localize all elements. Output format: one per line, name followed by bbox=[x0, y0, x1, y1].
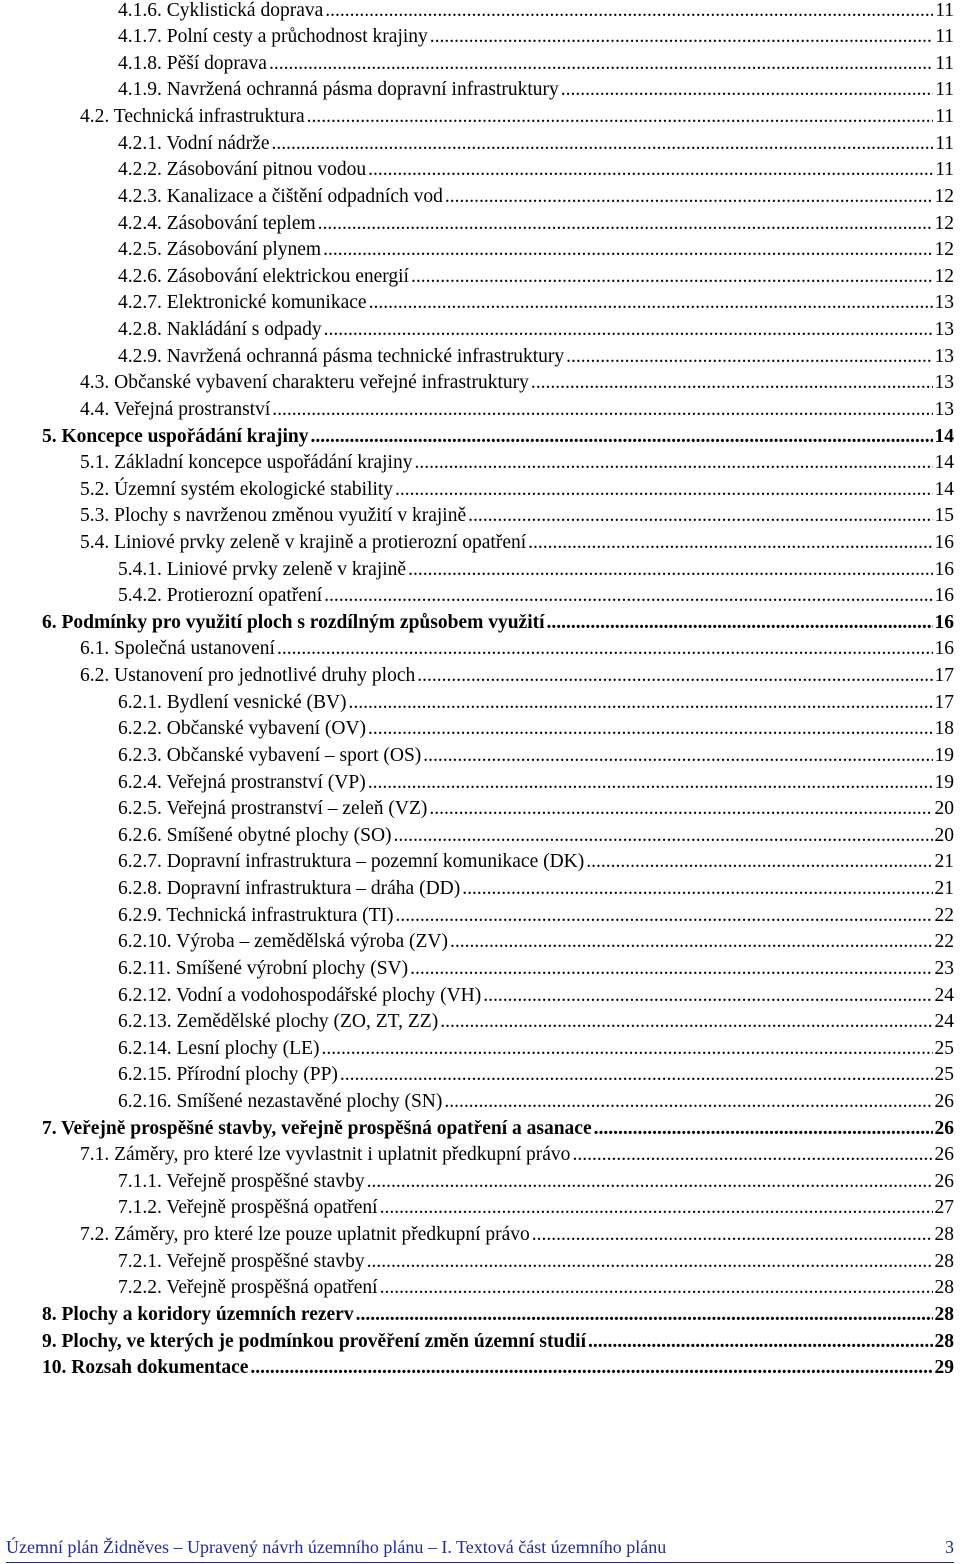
toc-entry-page: 28 bbox=[934, 1303, 954, 1325]
toc-entry[interactable] bbox=[0, 927, 954, 954]
footer-rule bbox=[6, 1562, 954, 1563]
toc-leader-dots bbox=[394, 824, 933, 847]
toc-entry-page: 20 bbox=[934, 824, 954, 846]
toc-entry-title: 4.2.1. Vodní nádrže bbox=[118, 132, 270, 154]
toc-entry[interactable] bbox=[0, 1220, 954, 1247]
toc-entry-page: 16 bbox=[934, 585, 954, 607]
toc-leader-dots bbox=[271, 132, 933, 155]
toc-entry[interactable] bbox=[0, 740, 954, 767]
toc-entry-page: 13 bbox=[934, 292, 954, 314]
toc-leader-dots bbox=[325, 0, 933, 22]
toc-entry-title: 4.4. Veřejná prostranství bbox=[80, 398, 271, 420]
toc-entry-title: 4.1.6. Cyklistická doprava bbox=[118, 0, 324, 21]
toc-entry-title: 7.2. Záměry, pro které lze pouze uplatnit předkupní právo bbox=[80, 1224, 530, 1246]
toc-entry-title: 7. Veřejně prospěšné stavby, veřejně prospěšná opatření a asanace bbox=[42, 1117, 592, 1139]
toc-leader-dots bbox=[588, 1330, 932, 1353]
toc-entry[interactable] bbox=[0, 714, 954, 741]
toc-leader-dots bbox=[462, 877, 932, 900]
toc-leader-dots bbox=[349, 691, 933, 714]
toc-entry-page: 12 bbox=[934, 185, 954, 207]
toc-entry-title: 4.2.3. Kanalizace a čištění odpadních vod bbox=[118, 185, 443, 207]
toc-leader-dots bbox=[528, 531, 932, 554]
toc-entry-title: 4.2.9. Navržená ochranná pásma technické infrastruktury bbox=[118, 345, 565, 367]
toc-entry-title: 4.1.9. Navržená ochranná pásma dopravní infrastruktury bbox=[118, 79, 559, 101]
toc-entry[interactable] bbox=[0, 448, 954, 475]
footer-title: Územní plán Židněves – Upravený návrh územního plánu – I. Textová část územního plánu bbox=[6, 1537, 667, 1557]
toc-entry-page: 25 bbox=[934, 1037, 954, 1059]
toc-entry[interactable] bbox=[0, 101, 954, 128]
toc-leader-dots bbox=[408, 558, 932, 581]
toc-entry[interactable] bbox=[0, 900, 954, 927]
toc-entry-title: 4.2.8. Nakládání s odpady bbox=[118, 319, 322, 341]
toc-leader-dots bbox=[250, 1356, 932, 1379]
toc-entry[interactable] bbox=[0, 208, 954, 235]
toc-entry-page: 16 bbox=[934, 611, 954, 633]
toc-leader-dots bbox=[417, 664, 932, 687]
toc-entry-page: 13 bbox=[934, 345, 954, 367]
toc-entry[interactable] bbox=[0, 0, 954, 22]
toc-leader-dots bbox=[468, 504, 932, 527]
toc-entry-title: 8. Plochy a koridory územních rezerv bbox=[42, 1303, 354, 1325]
toc-leader-dots bbox=[340, 1063, 933, 1086]
toc-entry-title: 6.2.3. Občanské vybavení – sport (OS) bbox=[118, 744, 422, 766]
toc-entry-page: 13 bbox=[934, 319, 954, 341]
toc-entry-page: 16 bbox=[934, 558, 954, 580]
toc-entry[interactable] bbox=[0, 394, 954, 421]
toc-entry[interactable] bbox=[0, 1140, 954, 1167]
toc-entry-title: 9. Plochy, ve kterých je podmínkou prověření změn územní studií bbox=[42, 1330, 587, 1352]
toc-leader-dots bbox=[410, 957, 932, 980]
toc-leader-dots bbox=[450, 930, 933, 953]
toc-leader-dots bbox=[532, 1223, 933, 1246]
toc-entry-title: 5.4.1. Liniové prvky zeleně v krajině bbox=[118, 558, 407, 580]
toc-leader-dots bbox=[483, 984, 932, 1007]
toc-entry[interactable] bbox=[0, 155, 954, 182]
toc-entry[interactable] bbox=[0, 820, 954, 847]
toc-entry[interactable] bbox=[0, 341, 954, 368]
toc-leader-dots bbox=[396, 904, 933, 927]
toc-entry[interactable] bbox=[0, 607, 954, 634]
toc-leader-dots bbox=[440, 1010, 932, 1033]
toc-entry[interactable] bbox=[0, 1326, 954, 1353]
toc-leader-dots bbox=[547, 611, 933, 634]
toc-entry[interactable] bbox=[0, 314, 954, 341]
toc-entry-page: 11 bbox=[935, 132, 954, 154]
toc-entry[interactable] bbox=[0, 1299, 954, 1326]
toc-entry[interactable] bbox=[0, 847, 954, 874]
toc-entry[interactable] bbox=[0, 235, 954, 262]
toc-entry-page: 28 bbox=[934, 1330, 954, 1352]
toc-entry[interactable] bbox=[0, 181, 954, 208]
toc-entry-page: 13 bbox=[934, 398, 954, 420]
toc-entry[interactable] bbox=[0, 554, 954, 581]
toc-leader-dots bbox=[368, 717, 932, 740]
toc-entry-title: 7.2.1. Veřejně prospěšné stavby bbox=[118, 1250, 365, 1272]
toc-leader-dots bbox=[269, 52, 933, 75]
toc-entry-title: 6.2.11. Smíšené výrobní plochy (SV) bbox=[118, 957, 409, 979]
toc-entry[interactable] bbox=[0, 1033, 954, 1060]
toc-entry-title: 6.2.7. Dopravní infrastruktura – pozemní komunikace (DK) bbox=[118, 851, 585, 873]
toc-entry[interactable] bbox=[0, 581, 954, 608]
toc-entry-page: 21 bbox=[934, 851, 954, 873]
toc-entry-title: 6.2.4. Veřejná prostranství (VP) bbox=[118, 771, 366, 793]
toc-leader-dots bbox=[324, 318, 933, 341]
toc-entry-page: 24 bbox=[934, 1011, 954, 1033]
toc-entry-page: 18 bbox=[934, 718, 954, 740]
toc-entry-page: 12 bbox=[934, 212, 954, 234]
toc-entry-page: 15 bbox=[934, 505, 954, 527]
toc-entry[interactable] bbox=[0, 527, 954, 554]
toc-leader-dots bbox=[277, 637, 933, 660]
toc-entry-page: 19 bbox=[934, 771, 954, 793]
toc-entry-title: 7.2.2. Veřejně prospěšná opatření bbox=[118, 1277, 378, 1299]
toc-leader-dots bbox=[367, 1250, 933, 1273]
toc-entry-page: 17 bbox=[934, 691, 954, 713]
toc-entry[interactable] bbox=[0, 1273, 954, 1300]
toc-entry-page: 12 bbox=[934, 239, 954, 261]
toc-entry-title: 6.2.10. Výroba – zemědělská výroba (ZV) bbox=[118, 931, 448, 953]
toc-entry-page: 22 bbox=[934, 931, 954, 953]
toc-entry-title: 7.1.2. Veřejně prospěšná opatření bbox=[118, 1197, 378, 1219]
toc-entry-title: 4.1.7. Polní cesty a průchodnost krajiny bbox=[118, 26, 428, 48]
toc-entry-page: 22 bbox=[934, 904, 954, 926]
toc-entry-title: 5.2. Územní systém ekologické stability bbox=[80, 478, 394, 500]
toc-leader-dots bbox=[395, 478, 932, 501]
toc-leader-dots bbox=[368, 158, 933, 181]
toc-entry-title: 6.2.13. Zemědělské plochy (ZO, ZT, ZZ) bbox=[118, 1011, 439, 1033]
toc-leader-dots bbox=[272, 398, 932, 421]
toc-leader-dots bbox=[380, 1196, 933, 1219]
toc-entry[interactable] bbox=[0, 1060, 954, 1087]
toc-entry[interactable] bbox=[0, 128, 954, 155]
toc-leader-dots bbox=[307, 105, 934, 128]
toc-leader-dots bbox=[423, 744, 932, 767]
toc-entry[interactable] bbox=[0, 661, 954, 688]
toc-leader-dots bbox=[411, 265, 933, 288]
toc-entry-page: 28 bbox=[934, 1250, 954, 1272]
toc-leader-dots bbox=[321, 1037, 932, 1060]
toc-entry-title: 6.2.14. Lesní plochy (LE) bbox=[118, 1037, 320, 1059]
toc-entry-title: 6.2.2. Občanské vybavení (OV) bbox=[118, 718, 367, 740]
toc-entry-page: 25 bbox=[934, 1064, 954, 1086]
toc-entry-page: 26 bbox=[934, 1170, 954, 1192]
toc-leader-dots bbox=[429, 797, 932, 820]
toc-entry-title: 6.2.1. Bydlení vesnické (BV) bbox=[118, 691, 347, 713]
toc-leader-dots bbox=[380, 1276, 933, 1299]
toc-entry-page: 26 bbox=[934, 1091, 954, 1112]
toc-leader-dots bbox=[531, 371, 933, 394]
toc-entry-title: 5.3. Plochy s navrženou změnou využití v krajině bbox=[80, 505, 467, 527]
toc-entry-title: 7.1. Záměry, pro které lze vyvlastnit i uplatnit předkupní právo bbox=[80, 1144, 571, 1166]
toc-entry-page: 26 bbox=[934, 1144, 954, 1166]
toc-entry-title: 6.2.6. Smíšené obytné plochy (SO) bbox=[118, 824, 392, 846]
toc-entry-page: 13 bbox=[934, 372, 954, 394]
toc-entry-title: 6.2.5. Veřejná prostranství – zeleň (VZ) bbox=[118, 798, 428, 820]
toc-entry-title: 4.2.5. Zásobování plynem bbox=[118, 239, 322, 261]
toc-entry[interactable] bbox=[0, 22, 954, 49]
toc-leader-dots bbox=[572, 1143, 932, 1166]
toc-entry-title: 7.1.1. Veřejně prospěšné stavby bbox=[118, 1170, 365, 1192]
toc-leader-dots bbox=[445, 185, 933, 208]
toc-entry[interactable] bbox=[0, 687, 954, 714]
toc-entry-page: 28 bbox=[934, 1224, 954, 1246]
toc-leader-dots bbox=[368, 771, 933, 794]
toc-entry-title: 6.1. Společná ustanovení bbox=[80, 638, 275, 660]
toc-entry[interactable] bbox=[0, 261, 954, 288]
toc-entry[interactable] bbox=[0, 1166, 954, 1193]
toc-entry-page: 11 bbox=[935, 106, 954, 128]
toc-entry-page: 27 bbox=[934, 1197, 954, 1219]
toc-entry-page: 16 bbox=[934, 531, 954, 553]
toc-entry[interactable] bbox=[0, 288, 954, 315]
toc-entry-title: 5.1. Základní koncepce uspořádání krajiny bbox=[80, 452, 413, 474]
toc-entry-page: 16 bbox=[934, 638, 954, 660]
toc-leader-dots bbox=[324, 584, 932, 607]
toc-entry-page: 11 bbox=[935, 79, 954, 101]
toc-entry-page: 19 bbox=[934, 744, 954, 766]
toc-entry[interactable] bbox=[0, 634, 954, 661]
footer-page-number: 3 bbox=[945, 1537, 954, 1557]
toc-leader-dots bbox=[594, 1117, 933, 1140]
toc-entry[interactable] bbox=[0, 1007, 954, 1034]
toc-entry-title: 6.2.16. Smíšené nezastavěné plochy (SN) bbox=[118, 1091, 443, 1112]
toc-entry[interactable] bbox=[0, 767, 954, 794]
toc-leader-dots bbox=[561, 78, 933, 101]
toc-entry-title: 6.2.15. Přírodní plochy (PP) bbox=[118, 1064, 338, 1086]
toc-entry-page: 24 bbox=[934, 984, 954, 1006]
toc-leader-dots bbox=[367, 1170, 933, 1193]
toc-entry-title: 6. Podmínky pro využití ploch s rozdílným způsobem využití bbox=[42, 611, 545, 633]
toc-entry-title: 6.2. Ustanovení pro jednotlivé druhy ploch bbox=[80, 665, 416, 687]
toc-entry[interactable] bbox=[0, 980, 954, 1007]
toc-entry-page: 14 bbox=[934, 478, 954, 500]
toc-leader-dots bbox=[414, 451, 932, 474]
toc-entry-page: 14 bbox=[934, 425, 954, 447]
toc-leader-dots bbox=[356, 1303, 933, 1326]
toc-entry-title: 5.4. Liniové prvky zeleně v krajině a protierozní opatření bbox=[80, 531, 527, 553]
toc-entry-page: 11 bbox=[935, 159, 954, 181]
toc-entry-page: 11 bbox=[935, 52, 954, 74]
toc-entry-title: 4.2.4. Zásobování teplem bbox=[118, 212, 316, 234]
toc-entry-page: 23 bbox=[934, 957, 954, 979]
toc-entry[interactable] bbox=[0, 1193, 954, 1220]
toc-entry-title: 4.2.2. Zásobování pitnou vodou bbox=[118, 159, 367, 181]
toc-entry-page: 29 bbox=[934, 1357, 954, 1379]
toc-entry[interactable] bbox=[0, 953, 954, 980]
toc-leader-dots bbox=[323, 238, 932, 261]
toc-entry-page: 20 bbox=[934, 798, 954, 820]
toc-entry-title: 4.2.7. Elektronické komunikace bbox=[118, 292, 367, 314]
toc-entry[interactable] bbox=[0, 1086, 954, 1113]
toc-entry-title: 5.4.2. Protierozní opatření bbox=[118, 585, 323, 607]
toc-entry-page: 26 bbox=[934, 1117, 954, 1139]
toc-entry[interactable] bbox=[0, 1113, 954, 1140]
page-footer bbox=[6, 1537, 954, 1558]
toc-entry-title: 5. Koncepce uspořádání krajiny bbox=[42, 425, 309, 447]
toc-entry[interactable] bbox=[0, 75, 954, 102]
toc-entry[interactable] bbox=[0, 1246, 954, 1273]
toc-entry-title: 4.3. Občanské vybavení charakteru veřejné infrastruktury bbox=[80, 372, 529, 394]
toc-entry-page: 21 bbox=[934, 878, 954, 900]
toc-entry-page: 28 bbox=[934, 1277, 954, 1299]
toc-leader-dots bbox=[586, 850, 932, 873]
toc-entry-title: 4.1.8. Pěší doprava bbox=[118, 52, 267, 74]
toc-entry-page: 14 bbox=[934, 452, 954, 474]
toc-entry[interactable] bbox=[0, 368, 954, 395]
toc-entry-title: 6.2.9. Technická infrastruktura (TI) bbox=[118, 904, 394, 926]
toc-entry-title: 4.2.6. Zásobování elektrickou energií bbox=[118, 265, 409, 287]
toc-entry[interactable] bbox=[0, 1353, 954, 1380]
toc-entry-title: 6.2.8. Dopravní infrastruktura – dráha (DD) bbox=[118, 878, 461, 900]
toc-leader-dots bbox=[430, 25, 933, 48]
toc-entry-page: 11 bbox=[935, 0, 954, 21]
toc-leader-dots bbox=[318, 212, 933, 235]
toc-entry-page: 17 bbox=[934, 665, 954, 687]
toc-entry[interactable] bbox=[0, 794, 954, 821]
toc-entry[interactable] bbox=[0, 421, 954, 448]
toc-leader-dots bbox=[566, 345, 932, 368]
toc-entry[interactable] bbox=[0, 873, 954, 900]
toc-entry-title: 6.2.12. Vodní a vodohospodářské plochy (VH) bbox=[118, 984, 482, 1006]
toc-entry[interactable] bbox=[0, 474, 954, 501]
toc-entry-page: 12 bbox=[934, 265, 954, 287]
toc-entry-title: 10. Rozsah dokumentace bbox=[42, 1357, 249, 1379]
toc-leader-dots bbox=[369, 291, 933, 314]
toc-leader-dots bbox=[311, 425, 933, 448]
toc-leader-dots bbox=[444, 1090, 932, 1113]
toc-entry-title: 4.2. Technická infrastruktura bbox=[80, 106, 305, 128]
toc-entry[interactable] bbox=[0, 48, 954, 75]
toc-entry[interactable] bbox=[0, 501, 954, 528]
toc-entry-page: 11 bbox=[935, 26, 954, 48]
